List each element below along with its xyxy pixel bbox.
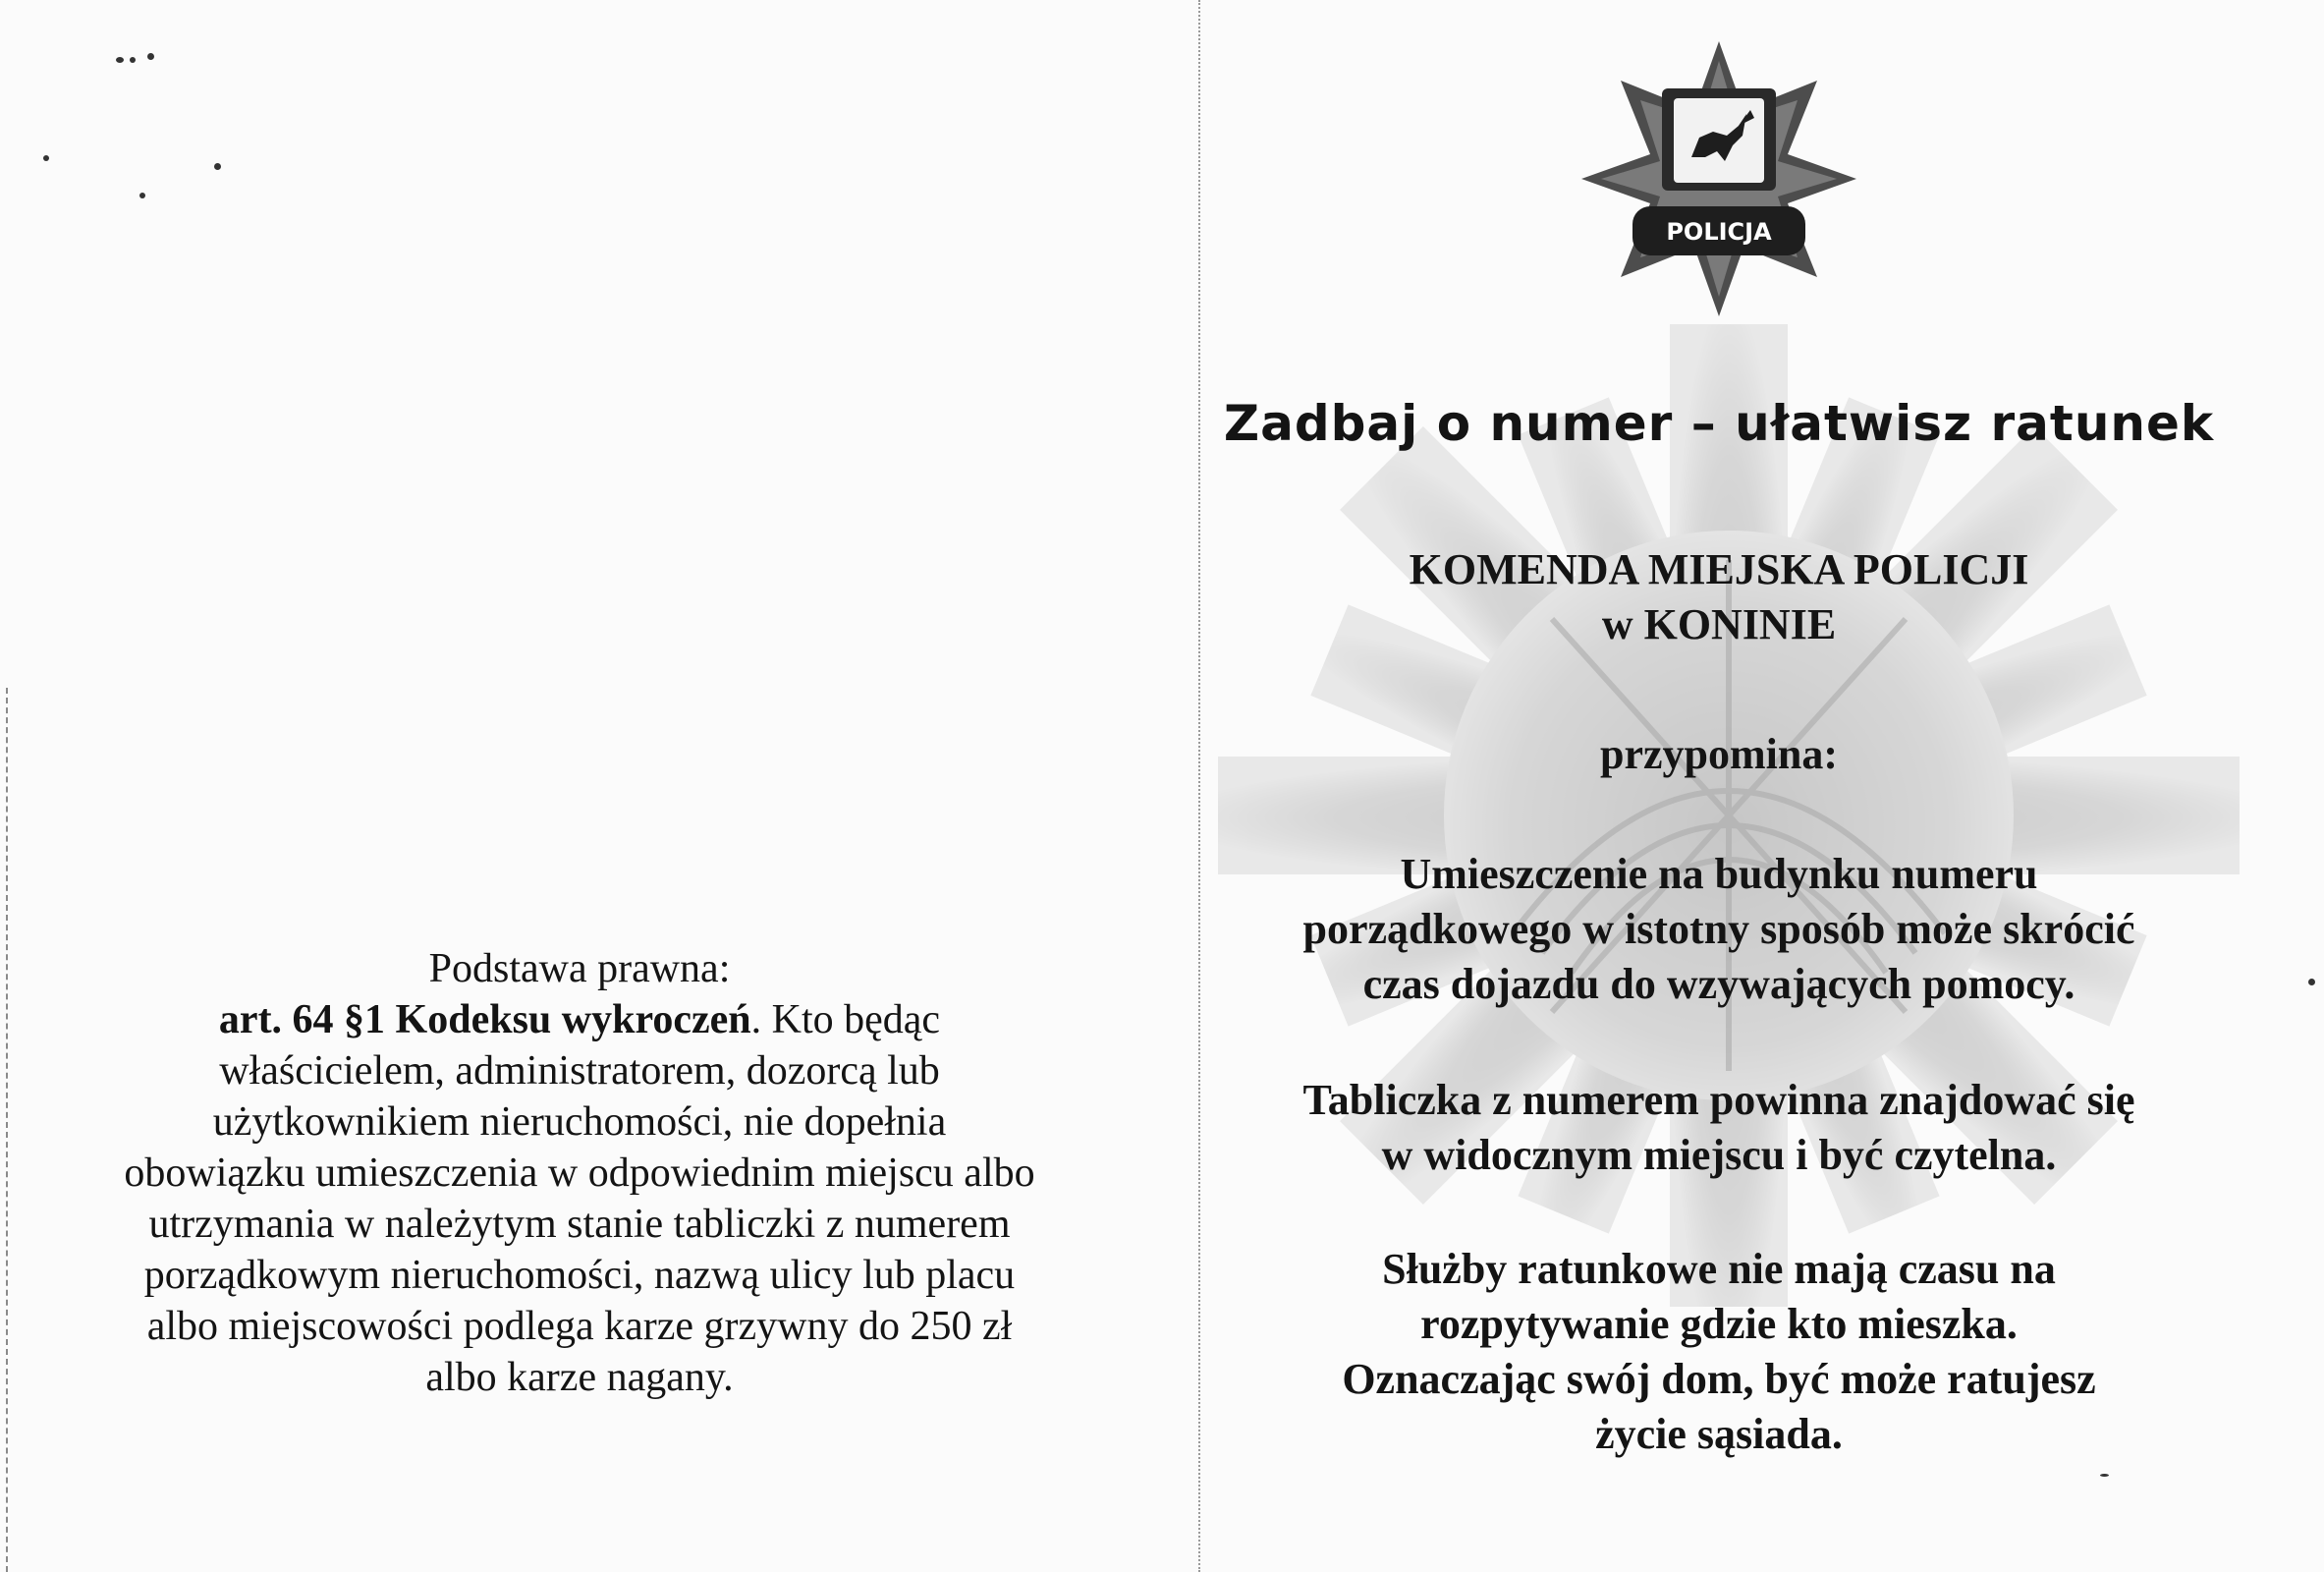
legal-basis — [29, 943, 1130, 1403]
legal-text: . Kto będąc — [750, 997, 941, 1042]
notice-line: w widocznym miejscu i być czytelna. — [1381, 1131, 2057, 1179]
legal-text-line: właścicielem, administratorem, dozorcą lub — [219, 1048, 940, 1094]
scan-speck — [2308, 979, 2315, 985]
legal-text-line: porządkowym nieruchomości, nazwą ulicy lub placu — [143, 1253, 1016, 1298]
notice-paragraph-1 — [1169, 847, 2269, 1012]
scan-speck — [147, 53, 154, 60]
legal-text-line: albo karze nagany. — [425, 1355, 734, 1400]
scan-speck — [116, 57, 124, 63]
legal-text-line: użytkownikiem nieruchomości, nie dopełnia — [212, 1099, 947, 1145]
legal-text-line: utrzymania w należytym stanie tabliczki z numerem — [148, 1202, 1011, 1247]
scan-speck — [130, 57, 136, 63]
scan-speck — [2100, 1474, 2109, 1477]
legal-article: art. 64 §1 Kodeksu wykroczeń — [218, 997, 751, 1042]
scan-speck — [139, 193, 145, 198]
notice-paragraph-2 — [1169, 1073, 2269, 1183]
slogan-heading: Zadbaj o numer – ułatwisz ratunek — [1223, 395, 2215, 452]
page-edge-line — [6, 688, 8, 1572]
notice-line: czas dojazdu do wzywających pomocy. — [1362, 960, 2075, 1008]
legal-text-line: albo miejscowości podlega karze grzywny do 250 zł — [146, 1304, 1013, 1349]
emblem-label: POLICJA — [1666, 218, 1772, 246]
notice-line: rozpytywanie gdzie kto mieszka. — [1420, 1300, 2018, 1348]
police-star-icon — [1581, 41, 1856, 316]
legal-heading: Podstawa prawna: — [428, 946, 731, 991]
notice-line: Oznaczając swój dom, być może ratujesz — [1342, 1355, 2096, 1403]
scan-speck — [214, 163, 221, 170]
authority-city: w KONINIE — [1601, 600, 1837, 648]
legal-text-line: obowiązku umieszczenia w odpowiednim miejscu albo — [124, 1151, 1035, 1196]
police-notice — [1169, 542, 2269, 1462]
authority-name: KOMENDA MIEJSKA POLICJI — [1409, 545, 2029, 593]
notice-intro: przypomina: — [1600, 730, 1838, 778]
legal-text-line — [29, 994, 1130, 1045]
notice-line: życie sąsiada. — [1595, 1410, 1843, 1458]
scan-speck — [43, 155, 49, 161]
notice-line: Służby ratunkowe nie mają czasu na — [1382, 1245, 2056, 1293]
notice-paragraph-3 — [1169, 1242, 2269, 1462]
notice-line: Umieszczenie na budynku numeru — [1400, 850, 2038, 898]
notice-line: Tabliczka z numerem powinna znajdować się — [1302, 1076, 2135, 1124]
notice-line: porządkowego w istotny sposób może skrócić — [1302, 905, 2135, 953]
